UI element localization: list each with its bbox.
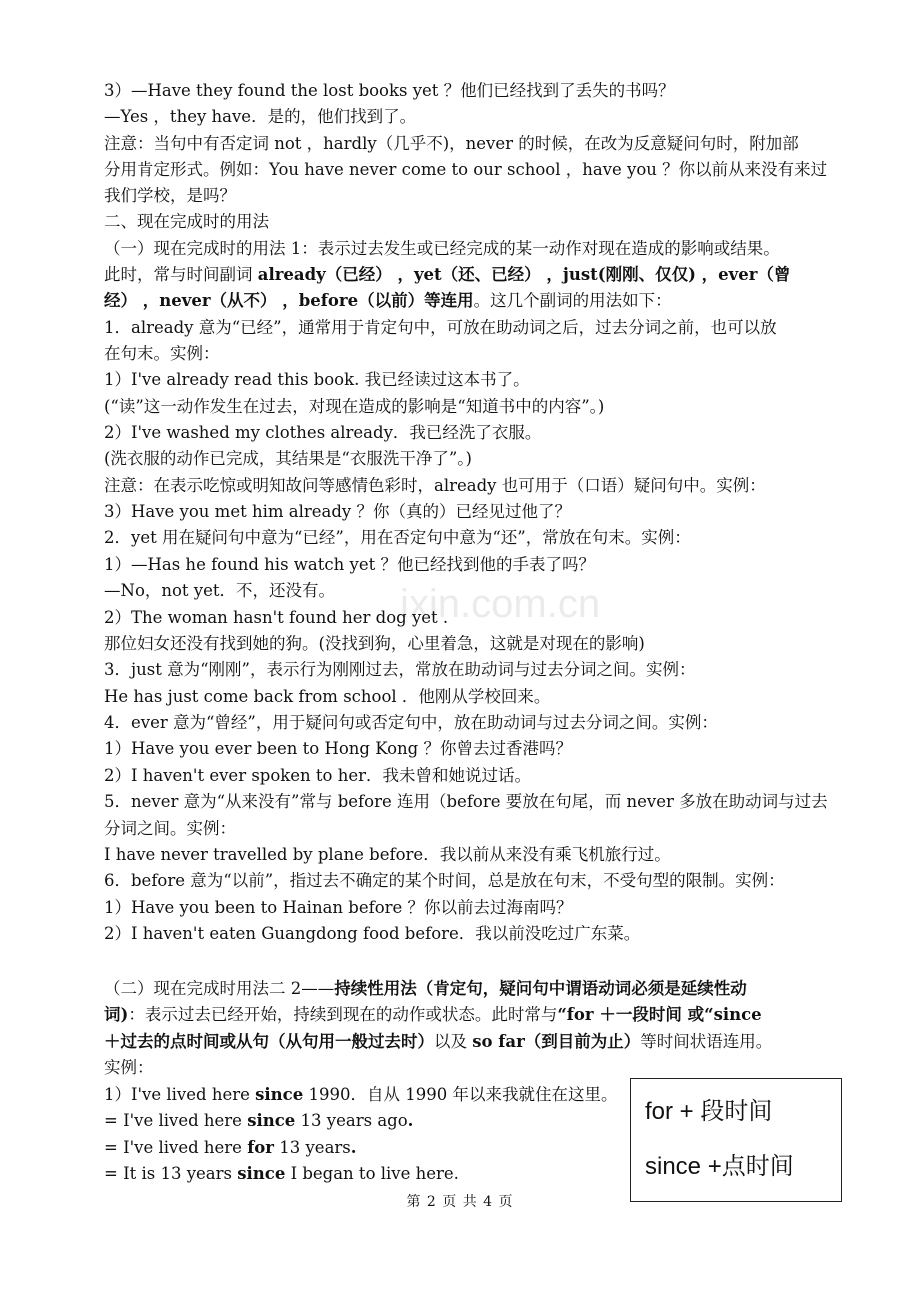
text-segment: 1990．自从 1990 年以来我就住在这里。 — [303, 1085, 618, 1104]
text-segment: 。这几个副词的用法如下： — [473, 291, 672, 310]
text-line: 2）I haven't ever spoken to her．我未曾和她说过话。 — [104, 766, 532, 785]
text-line: 2．yet 用在疑问句中意为“已经”，用在否定句中意为“还”，常放在句末。实例： — [104, 528, 691, 547]
text-line: 我们学校，是吗？ — [104, 186, 236, 205]
text-line: 4．ever 意为“曾经”，用于疑问句或否定句中，放在助动词与过去分词之间。实例： — [104, 713, 718, 732]
text-line: I have never travelled by plane before．我以前从来没有乘飞机旅行过。 — [104, 845, 671, 864]
text-segment: = I've lived here — [104, 1111, 248, 1130]
bold-text: since — [237, 1164, 286, 1183]
text-segment: 此时，常与时间副词 — [104, 265, 258, 284]
watermark: ixin.com.cn — [400, 582, 601, 626]
text-line: 2）I haven't eaten Guangdong food before．我以前没吃过广东菜。 — [104, 924, 641, 943]
text-segment: 13 years — [274, 1138, 351, 1157]
text-line: 2）The woman hasn't found her dog yet . — [104, 608, 449, 627]
text-segment: （二）现在完成时用法二 2—— — [104, 979, 335, 998]
text-line: 5．never 意为“从来没有”常与 before 连用（before 要放在句尾，而 never 多放在助动词与过去 — [104, 792, 828, 811]
text-line: （一）现在完成时的用法 1：表示过去发生或已经完成的某一动作对现在造成的影响或结果。 — [104, 239, 780, 258]
bold-text: 持续性用法（肯定句，疑问句中谓语动词必须是延续性动 — [334, 979, 747, 998]
box-line-since: since +点时间 — [645, 1153, 794, 1180]
text-line — [104, 288, 860, 314]
text-line — [104, 262, 860, 288]
text-line: 分用肯定形式。例如：You have never come to our school ，have you ？你以前从来没有来过 — [104, 160, 828, 179]
text-line: 3．just 意为“刚刚”，表示行为刚刚过去，常放在助动词与过去分词之间。实例： — [104, 660, 696, 679]
summary-box — [630, 1078, 842, 1202]
text-line: 分词之间。实例： — [104, 819, 236, 838]
text-line: 6．before 意为“以前”，指过去不确定的某个时间，总是放在句末，不受句型的限制。实例： — [104, 871, 785, 890]
text-line: 实例： — [104, 1058, 154, 1077]
text-line: 二、现在完成时的用法 — [104, 212, 269, 231]
bold-text: ＋过去的点时间或从句（从句用一般过去时） — [104, 1032, 434, 1051]
bold-text: “for ＋一段时间 或“since — [557, 1005, 762, 1024]
text-segment: 等时间状语连用。 — [640, 1032, 773, 1051]
text-segment: I began to live here. — [285, 1164, 459, 1183]
text-line: 那位妇女还没有找到她的狗。(没找到狗，心里着急，这就是对现在的影响) — [104, 634, 645, 653]
text-segment: = I've lived here — [104, 1138, 248, 1157]
text-line: —No，not yet．不，还没有。 — [104, 581, 336, 600]
text-line: 3）Have you met him already ？你（真的）已经见过他了？ — [104, 502, 571, 521]
text-line: He has just come back from school ．他刚从学校回来。 — [104, 687, 551, 706]
bold-text: . — [407, 1111, 414, 1130]
text-line — [104, 1002, 860, 1028]
bold-text: 词) — [104, 1005, 129, 1024]
text-segment: ：表示过去已经开始，持续到现在的动作或状态。此时常与 — [128, 1005, 558, 1024]
page-footer: 第 2 页 共 4 页 — [406, 1194, 514, 1210]
bold-text: so far（到目前为止） — [472, 1032, 641, 1051]
bold-text: since — [255, 1085, 304, 1104]
text-segment: 以及 — [434, 1032, 473, 1051]
text-segment: 13 years ago — [295, 1111, 408, 1130]
text-segment: 1）I've lived here — [104, 1085, 256, 1104]
text-line: 1）Have you ever been to Hong Kong ？你曾去过香港吗？ — [104, 739, 572, 758]
text-line: 1）Have you been to Hainan before ？你以前去过海南吗？ — [104, 898, 573, 917]
bold-text: already（已经） ，yet（还、已经） ，just(刚刚、仅仅) ，ever（曾 — [257, 265, 791, 284]
text-line: 在句末。实例： — [104, 344, 220, 363]
bold-text: since — [247, 1111, 296, 1130]
bold-text: 经） ，never（从不） ，before（以前）等连用 — [104, 291, 474, 310]
bold-text: . — [350, 1138, 357, 1157]
box-line-for: for + 段时间 — [645, 1098, 773, 1125]
text-line: —Yes ，they have．是的，他们找到了。 — [104, 107, 417, 126]
text-line: 注意：当句中有否定词 not ，hardly（几乎不)，never 的时候，在改为反意疑问句时，附加部 — [104, 134, 799, 153]
text-line — [104, 1029, 860, 1055]
text-line — [104, 976, 860, 1002]
text-line: (“读”这一动作发生在过去，对现在造成的影响是“知道书中的内容”。) — [104, 397, 605, 416]
text-line: 3）—Have they found the lost books yet ？他们已经找到了丢失的书吗？ — [104, 81, 675, 100]
bold-text: for — [247, 1138, 274, 1157]
text-line: 1）—Has he found his watch yet ？他已经找到他的手表了吗？ — [104, 555, 595, 574]
text-line: 1．already 意为“已经”，通常用于肯定句中，可放在助动词之后，过去分词之前，也可以放 — [104, 318, 777, 337]
text-segment: = It is 13 years — [104, 1164, 238, 1183]
text-line: 注意：在表示吃惊或明知故问等感情色彩时，already 也可用于（口语）疑问句中。实例： — [104, 476, 766, 495]
text-line: 1）I've already read this book. 我已经读过这本书了。 — [104, 370, 530, 389]
text-line: (洗衣服的动作已完成，其结果是“衣服洗干净了”。) — [104, 449, 472, 468]
text-line: 2）I've washed my clothes already．我已经洗了衣服。 — [104, 423, 542, 442]
